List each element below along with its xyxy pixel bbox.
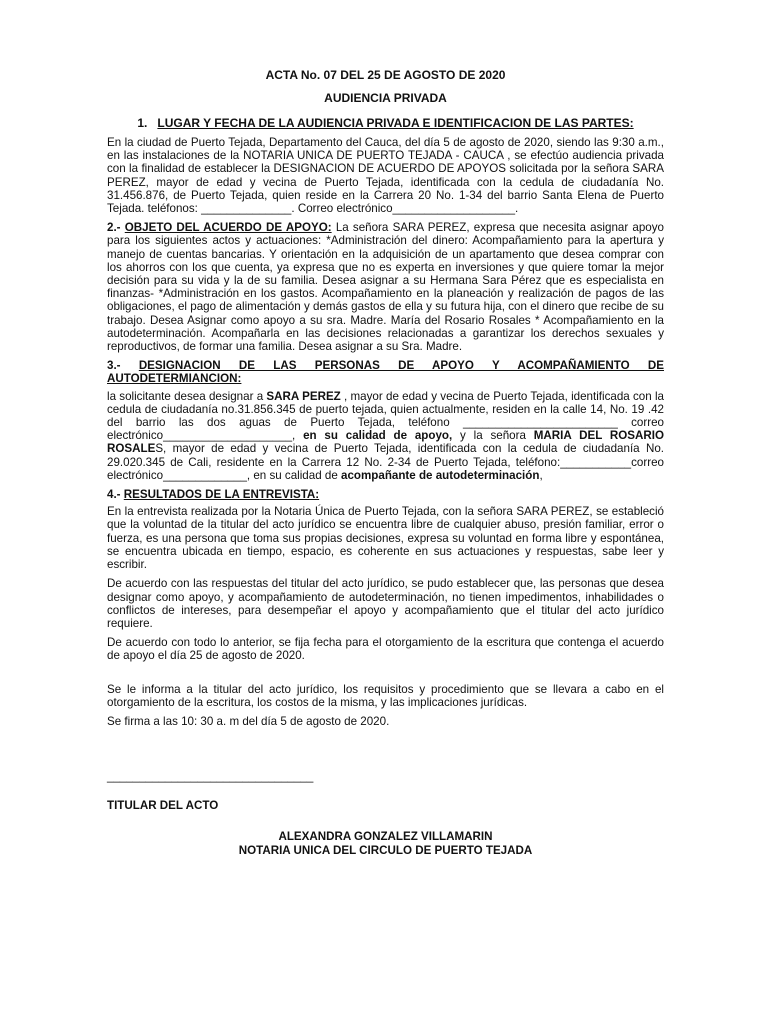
spacer — [107, 669, 664, 683]
section-4-heading — [107, 488, 664, 501]
notary-name: ALEXANDRA GONZALEZ VILLAMARIN — [278, 830, 493, 844]
section-3-number: 3.- — [107, 359, 121, 373]
section-3-text-part: S, mayor de edad y vecina de Puerto Tejada, identificada con la cedula de ciudadanía No. 29.020.345 de Cali, residente en la Carrera 12 No. 2-34 de Puerto Tejada, teléfono:___________correo electrónico_____________, en su calidad de — [107, 442, 664, 482]
companion-role: acompañante de autodeterminación — [341, 468, 540, 482]
document-title: ACTA No. 07 DEL 25 DE AGOSTO DE 2020 — [265, 68, 506, 82]
signature-title: TITULAR DEL ACTO — [107, 799, 219, 813]
section-3-title: DESIGNACION DE LAS PERSONAS DE APOYO Y ACOMPAÑAMIENTO DE AUTODETERMIANCION: — [107, 359, 664, 386]
section-1-number: 1. — [137, 116, 148, 130]
section-3-text-part: la solicitante desea designar a — [107, 389, 267, 403]
section-2-text: La señora SARA PEREZ, expresa que necesita asignar apoyo para los siguientes actos y actuaciones: *Administración del dinero: Acompañamiento para la apertura y manejo de cuentas bancarias. Y orientación en la adquisición de un apartamento que desea comprar con los ahorros con los que cuenta, ya expresa que no es experta en inversiones y que quiere tomar la mejor decisión para su vida y la de su familia. Desea asignar a su Hermana Sara Pérez que es especialista en finanzas- *Administración en los gastos. Acompañamiento en la planeación y realización de pagos de las obligaciones, el pago de alimentación y demás gastos de ella y su futura hija, con el dinero que recibe de su trabajo. Desea Asignar como apoyo a su sra. Madre. María del Rosario Rosales * Acompañamiento en la autodeterminación. Acompañarla en las decisiones relacionadas a garantizar los derechos sexuales y reproductivos, de formar una familia. Desea asignar a su Sra. Madre. — [107, 221, 664, 354]
section-4-paragraph-2: De acuerdo con las respuestas del titular del acto jurídico, se pudo establecer que, las personas que desea designar como apoyo, y acompañamiento de autodeterminación, no tienen impedimentos, inhabilidades o conflictos de intereses, para desempeñar el apoyo y acompañamiento que el titular del acto jurídico requiere. — [107, 577, 664, 630]
section-2-title: OBJETO DEL ACUERDO DE APOYO: — [124, 221, 332, 235]
document-subtitle: AUDIENCIA PRIVADA — [324, 91, 447, 105]
section-3-text-part: , — [539, 468, 543, 482]
section-4-paragraph-5: Se firma a las 10: 30 a. m del día 5 de agosto de 2020. — [107, 714, 390, 728]
section-4-number: 4.- — [107, 488, 121, 502]
section-1-heading — [107, 116, 664, 130]
section-4-title: RESULTADOS DE LA ENTREVISTA: — [123, 488, 320, 502]
section-4-paragraph-1: En la entrevista realizada por la Notaria Única de Puerto Tejada, con la señora SARA PEREZ, se estableció que la voluntad de la titular del acto jurídico se encuentra libre de cualquier abuso, presión familiar, error o fuerza, es una persona que toma sus propias decisiones, expresa su voluntad en forma libre y espontánea, se encuentra ubicada en tiempo, espacio, es coherente en sus actuaciones y respuestas, sabe leer y escribir. — [107, 505, 664, 572]
section-3-heading — [107, 359, 664, 385]
signature-line: ________________________________ — [107, 770, 314, 784]
section-2-number: 2.- — [107, 221, 121, 235]
section-2-paragraph — [107, 221, 664, 353]
section-4-paragraph-4: Se le informa a la titular del acto jurídico, los requisitos y procedimiento que se llevara a cabo en el otorgamiento de la escritura, los costos de la misma, y las implicaciones jurídicas. — [107, 682, 664, 709]
support-role: en su calidad de apoyo, — [303, 429, 453, 443]
section-3-text-part: y la señora — [452, 429, 534, 443]
notary-office: NOTARIA UNICA DEL CIRCULO DE PUERTO TEJADA — [238, 844, 533, 858]
section-1-text: En la ciudad de Puerto Tejada, Departamento del Cauca, del día 5 de agosto de 2020, siendo las 9:30 a.m., en las instalaciones de la NOTARIA UNICA DE PUERTO TEJADA - CAUCA , se efectúo audiencia privada con la finalidad de establecer la DESIGNACION DE ACUERDO DE APOYOS solicitada por la señora SARA PEREZ, mayor de edad y vecina de Puerto Tejada, identificada con la cedula de ciudadanía No. 31.456.876, de Puerto Tejada, quien reside en la Carrera 20 No. 1-34 del barrio Santa Elena de Puerto Tejada. teléfonos: ______________. Correo electrónico___________________. — [107, 136, 664, 216]
section-3-text-part: , mayor de edad y vecina de Puerto Tejada, identificada con la cedula de ciudadanía no.31.856.345 de puerto tejada, quien actualmente, residen en la calle 14, No. 19 .42 del barrio las dos aguas de Puerto Tejada, teléfono ________________________ correo electrónico____________________, — [107, 389, 664, 443]
section-1-title: LUGAR Y FECHA DE LA AUDIENCIA PRIVADA E IDENTIFICACION DE LAS PARTES: — [157, 116, 634, 130]
section-4-paragraph-3: De acuerdo con todo lo anterior, se fija fecha para el otorgamiento de la escritura que contenga el acuerdo de apoyo el día 25 de agosto de 2020. — [107, 636, 664, 663]
companion-person-name: MARIA DEL ROSARIO ROSALE — [107, 429, 664, 456]
notary-block — [107, 830, 664, 858]
support-person-name: SARA PEREZ — [266, 389, 341, 403]
section-3-text — [107, 390, 664, 482]
